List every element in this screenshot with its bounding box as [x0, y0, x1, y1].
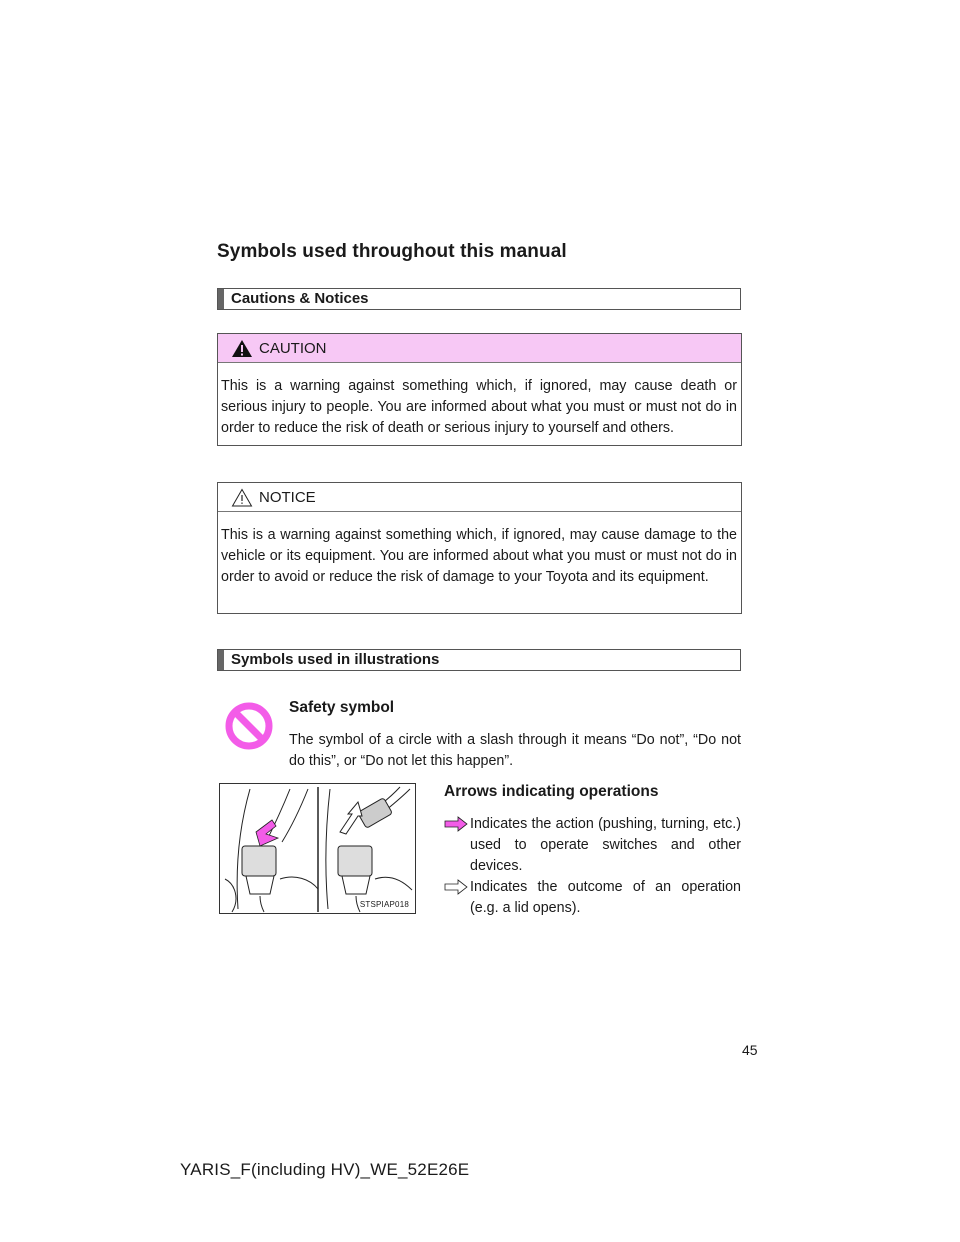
caution-box [217, 333, 742, 446]
arrow-item-text: Indicates the outcome of an operation (e.g. a lid opens). [470, 879, 741, 916]
caution-text: This is a warning against something which, if ignored, may cause death or serious injury to people. You are informed about what you must or must not do in order to reduce the risk of death or serious injury to yourself and others. [221, 378, 737, 436]
filled-arrow-icon [444, 816, 468, 839]
arrow-item-text: Indicates the action (pushing, turning, etc.) used to operate switches and other devices. [470, 816, 741, 874]
caution-header [218, 334, 741, 363]
footer-code: YARIS_F(including HV)_WE_52E26E [180, 1160, 470, 1179]
notice-header [218, 483, 741, 512]
section-title: Cautions & Notices [231, 290, 369, 307]
notice-triangle-icon [231, 488, 253, 512]
notice-text: This is a warning against something which, if ignored, may cause damage to the vehicle or its equipment. You are informed about what you must or must not do in order to avoid or reduce the risk of damage to your Toyota and its equipment. [221, 527, 737, 585]
arrow-item-action [444, 814, 741, 877]
section-marker [218, 650, 224, 670]
seatbelt-illustration [219, 783, 416, 914]
arrow-item-outcome [444, 877, 741, 919]
safety-symbol-text: The symbol of a circle with a slash through it means “Do not”, “Do not do this”, or “Do not let this happen”. [289, 732, 741, 769]
section-title: Symbols used in illustrations [231, 651, 440, 668]
prohibition-icon [224, 701, 274, 756]
warning-triangle-icon [231, 339, 253, 363]
section-marker [218, 289, 224, 309]
page-number: 45 [742, 1042, 758, 1058]
safety-symbol-heading: Safety symbol [289, 699, 395, 716]
illustration-code: STSPIAP018 [359, 900, 409, 909]
arrows-heading: Arrows indicating operations [444, 783, 659, 800]
notice-box [217, 482, 742, 614]
caution-label: CAUTION [259, 340, 327, 357]
notice-label: NOTICE [259, 489, 316, 506]
section-heading-symbols [217, 649, 741, 671]
page-title: Symbols used throughout this manual [217, 241, 567, 262]
outline-arrow-icon [444, 879, 468, 902]
section-heading-cautions [217, 288, 741, 310]
